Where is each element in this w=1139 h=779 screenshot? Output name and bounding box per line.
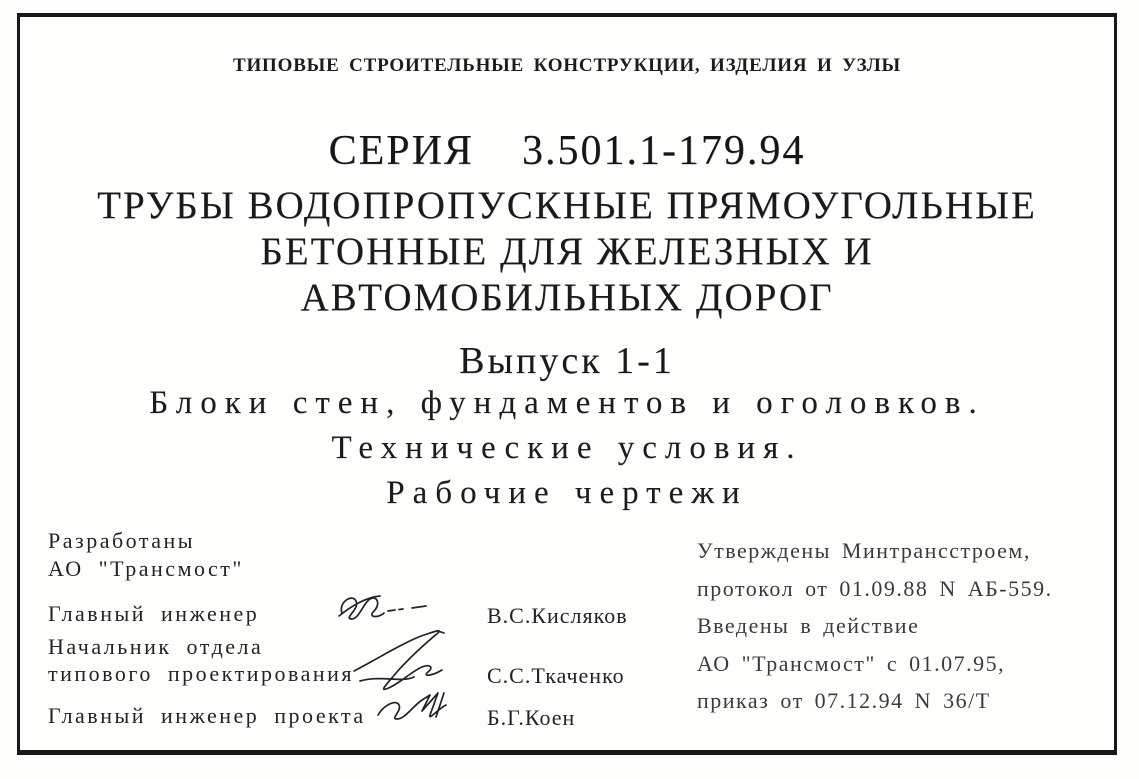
page-border-frame — [17, 13, 1117, 755]
title-line-1: ТРУБЫ ВОДОПРОПУСКНЫЕ ПРЯМОУГОЛЬНЫЕ — [97, 184, 1037, 227]
document-subtitle — [20, 381, 1114, 516]
signatory-name-tkachenko: С.С.Ткаченко — [487, 663, 625, 688]
series-number: 3.501.1-179.94 — [521, 128, 806, 174]
developed-by-line-1: Разработаны — [48, 528, 196, 553]
title-line-2: БЕТОННЫЕ ДЛЯ ЖЕЛЕЗНЫХ И — [260, 230, 874, 273]
title-line-3: АВТОМОБИЛЬНЫХ ДОРОГ — [300, 276, 834, 319]
approval-line-5: приказ от 07.12.94 N 36/Т — [697, 688, 991, 713]
signatory-role-line-1: Начальник отдела — [48, 634, 264, 659]
signatory-role-chief-project-engineer: Главный инженер проекта — [48, 703, 366, 728]
approval-line-1: Утверждены Минтрансстроем, — [697, 538, 1031, 563]
signatory-role-chief-engineer: Главный инженер — [48, 601, 260, 626]
signatory-role-line-2: типового проектирования — [48, 661, 354, 686]
approval-block — [697, 532, 1053, 720]
issue-number: Выпуск 1-1 — [459, 340, 675, 382]
subtitle-line-3: Рабочие чертежи — [386, 475, 748, 511]
developed-by-block — [48, 527, 244, 583]
signature-chief-engineer — [336, 583, 456, 631]
approval-line-3: Введены в действие — [697, 613, 920, 638]
series-label: СЕРИЯ — [328, 128, 474, 174]
series-line — [20, 127, 1114, 175]
document-category-header: ТИПОВЫЕ СТРОИТЕЛЬНЫЕ КОНСТРУКЦИИ, ИЗДЕЛИЯ И УЗЛЫ — [232, 55, 901, 76]
signatory-name-kislyakov: В.С.Кисляков — [487, 603, 628, 628]
approval-line-4: АО "Трансмост" с 01.07.95, — [697, 650, 1006, 676]
approval-line-2: протокол от 01.09.88 N АБ-559. — [697, 575, 1053, 601]
subtitle-line-1: Блоки стен, фундаментов и оголовков. — [149, 385, 985, 421]
signature-koen — [372, 683, 472, 727]
developed-by-line-2: АО "Трансмост" — [48, 556, 244, 581]
subtitle-line-2: Технические условия. — [331, 430, 803, 466]
signatory-role-head-of-typical-design — [48, 633, 354, 687]
signatory-name-koen: Б.Г.Коен — [487, 705, 576, 730]
document-title — [20, 183, 1114, 321]
